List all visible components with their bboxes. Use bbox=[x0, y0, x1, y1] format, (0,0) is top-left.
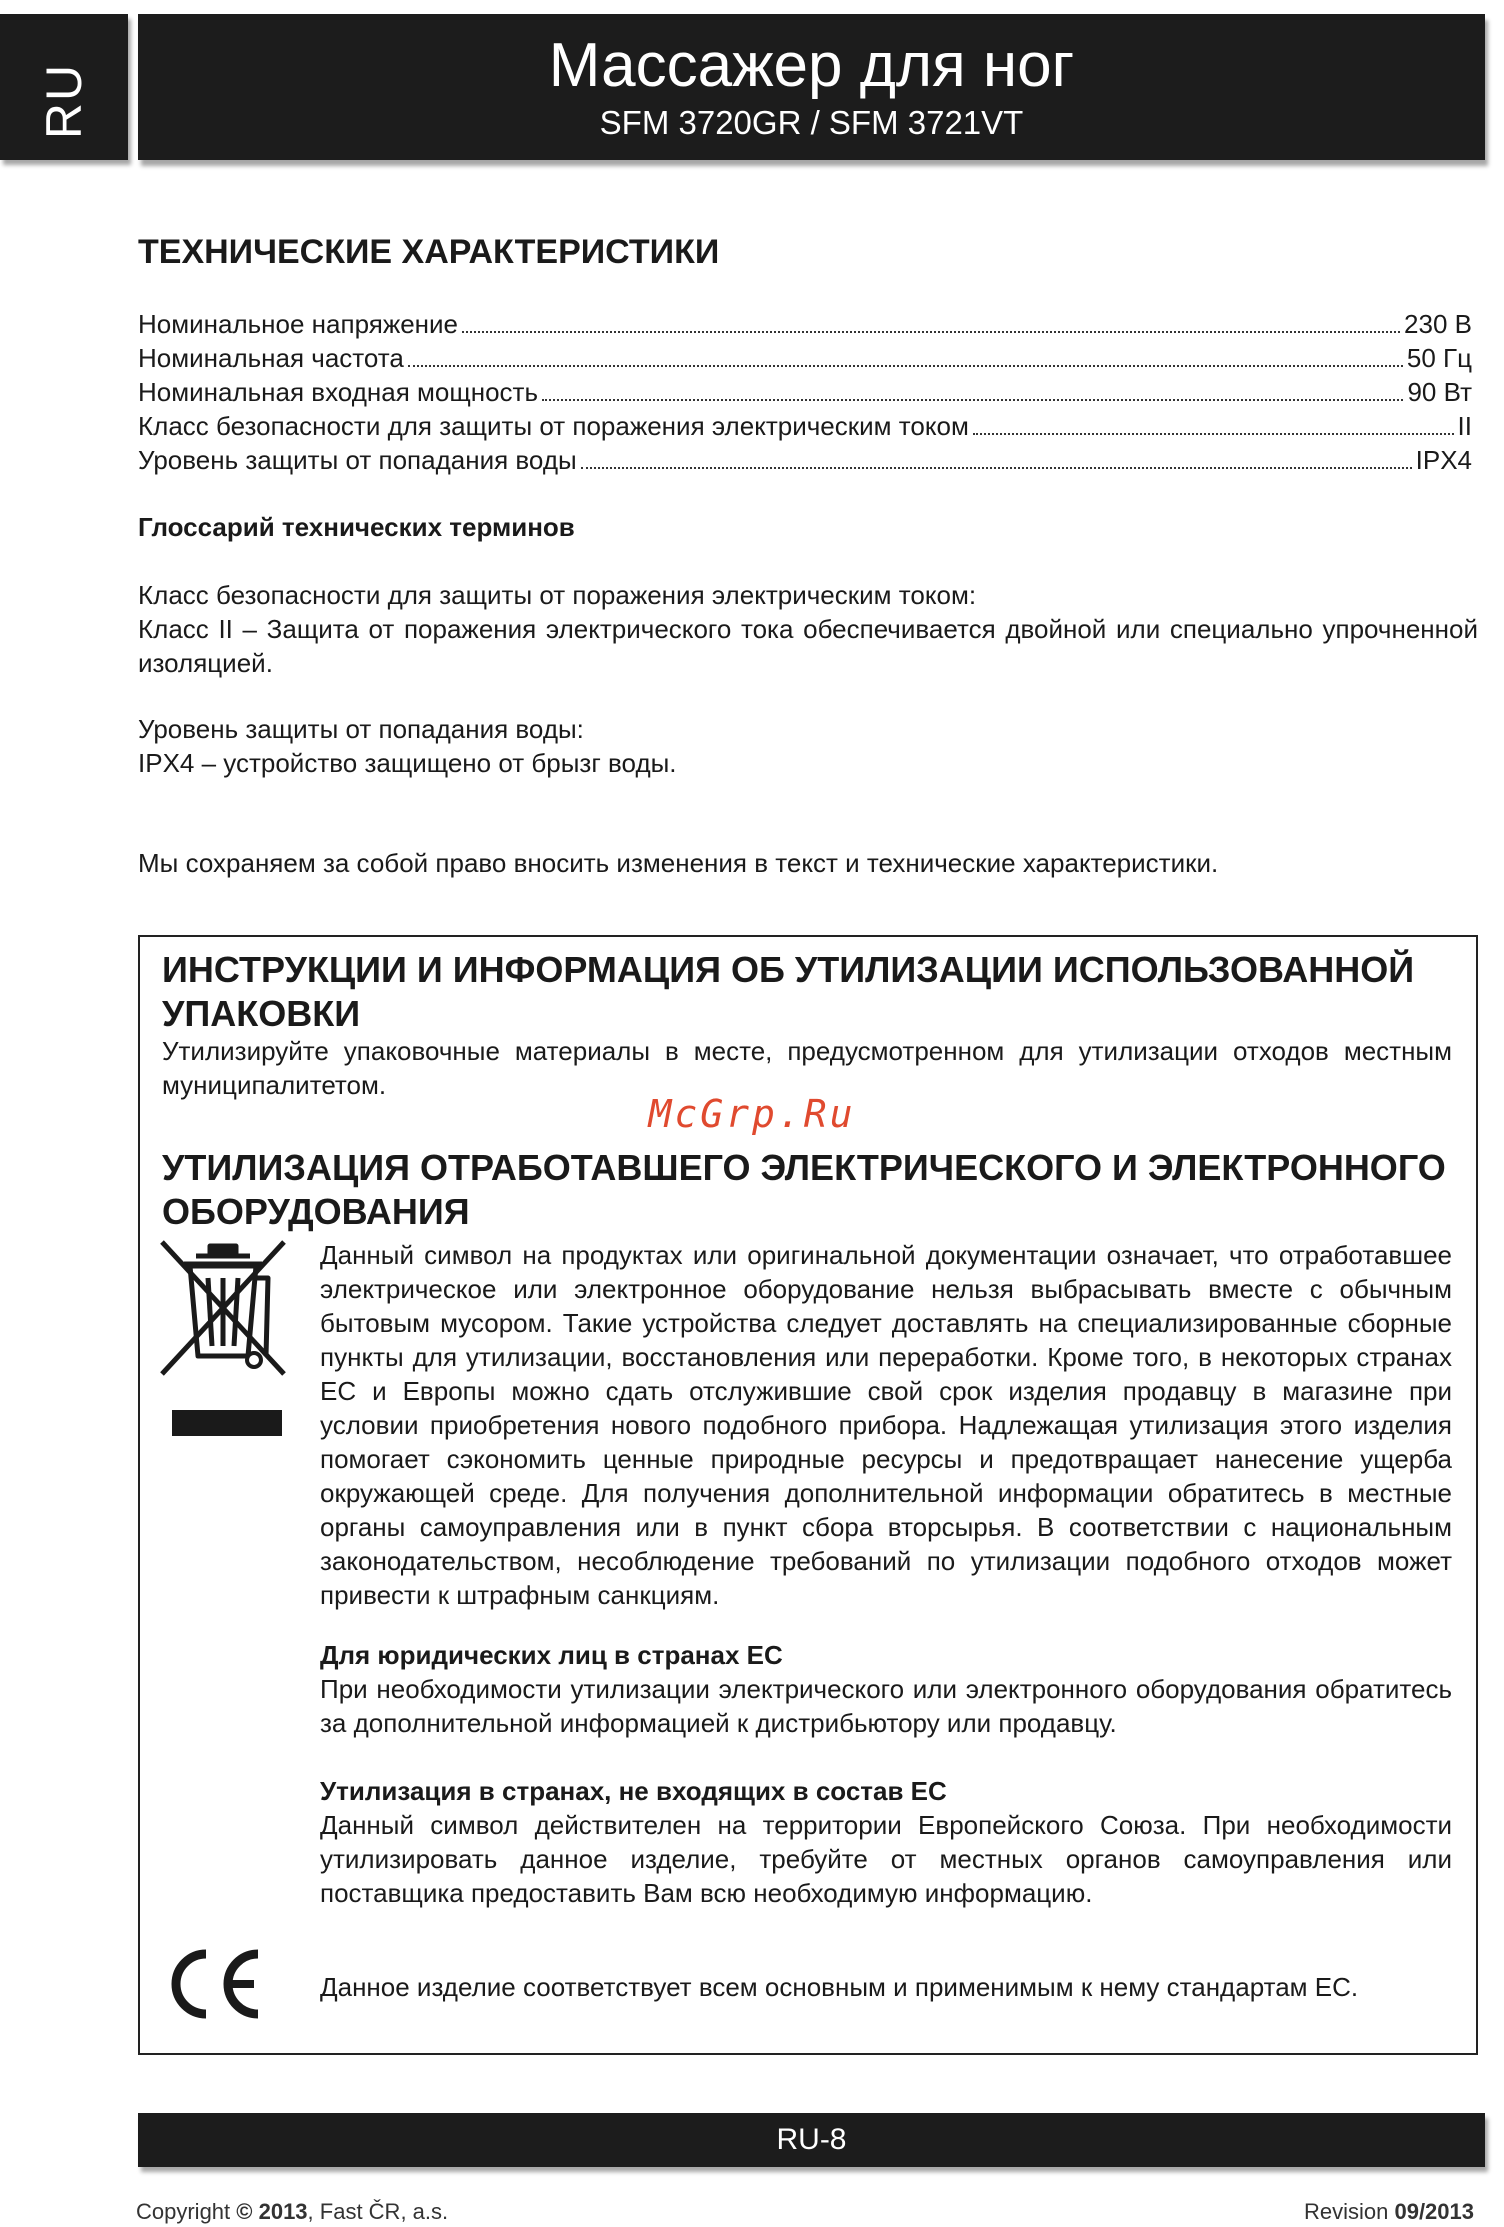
legal-entities-heading: Для юридических лиц в странах ЕС bbox=[320, 1640, 783, 1670]
non-eu-heading: Утилизация в странах, не входящих в состав ЕС bbox=[320, 1776, 947, 1806]
spec-value: 230 В bbox=[1404, 309, 1472, 339]
packaging-heading-line1: ИНСТРУКЦИИ И ИНФОРМАЦИЯ ОБ УТИЛИЗАЦИИ ИСПОЛЬЗОВАННОЙ bbox=[162, 949, 1415, 990]
watermark: McGrp.Ru bbox=[648, 1092, 856, 1136]
footer-bar bbox=[138, 2113, 1485, 2167]
spec-value: 50 Гц bbox=[1406, 343, 1472, 373]
ce-text: Данное изделие соответствует всем основным и применимым к нему стандартам ЕС. bbox=[320, 1972, 1359, 2002]
dotted-leader bbox=[973, 432, 1454, 435]
weee-heading-line2: ОБОРУДОВАНИЯ bbox=[162, 1191, 470, 1232]
packaging-heading-line2: УПАКОВКИ bbox=[162, 993, 361, 1034]
copyright-prefix: Copyright bbox=[136, 2199, 237, 2224]
weee-heading-line1: УТИЛИЗАЦИЯ ОТРАБОТАВШЕГО ЭЛЕКТРИЧЕСКОГО И ЭЛЕКТРОННОГО bbox=[162, 1147, 1446, 1188]
copyright-year: © 2013 bbox=[236, 2199, 308, 2224]
copyright-owner: , Fast ČR, a.s. bbox=[307, 2199, 449, 2224]
spec-row bbox=[138, 307, 1472, 341]
model-number: SFM 3720GR / SFM 3721VT bbox=[599, 104, 1024, 141]
spec-row bbox=[138, 341, 1472, 375]
title-bar bbox=[138, 14, 1485, 160]
packaging-text: Утилизируйте упаковочные материалы в месте, предусмотренном для утилизации отходов местным муниципалитетом. bbox=[162, 1036, 1452, 1100]
spec-label: Номинальное напряжение bbox=[138, 309, 459, 339]
spec-label: Номинальная входная мощность bbox=[138, 377, 538, 407]
dotted-leader bbox=[581, 466, 1412, 469]
legal-entities-text: При необходимости утилизации электрического или электронного оборудования обратитесь за дополнительной информацией к дистрибьютору или продавцу. bbox=[320, 1674, 1452, 1738]
glossary-heading: Глоссарий технических терминов bbox=[138, 512, 575, 542]
spec-label: Уровень защиты от попадания воды bbox=[138, 445, 577, 475]
copyright bbox=[136, 2199, 448, 2225]
page-number: RU-8 bbox=[776, 2123, 847, 2156]
spec-label: Класс безопасности для защиты от поражения электрическим током bbox=[138, 411, 969, 441]
dotted-leader bbox=[408, 364, 1403, 367]
spec-value: IPX4 bbox=[1415, 445, 1472, 475]
spec-value: II bbox=[1457, 411, 1472, 441]
language-tab bbox=[0, 14, 128, 160]
weee-text: Данный символ на продуктах или оригинальной документации означает, что отработавшее электрическое или электронное оборудование нельзя выбрасывать вместе с обычным бытовым мусором. Такие устройства следует доставлять на специализированные сборные пункты для утилизации, восстановления или переработки. Кроме того, в некоторых странах ЕС и Европы можно сдать отслужившие свой срок изделия продавцу в магазине при условии приобретения нового подобного прибора. Надлежащая утилизация этого изделия помогает сэкономить ценные природные ресурсы и предотвращает нанесение ущерба окружающей среде. Для получения дополнительной информации обратитесь в местные органы самоуправления или в пункт сбора вторсырья. В соответствии с национальным законодательством, несоблюдение требований по утилизации подобного отходов может привести к штрафным санкциям. bbox=[320, 1240, 1452, 1610]
specs-heading: ТЕХНИЧЕСКИЕ ХАРАКТЕРИСТИКИ bbox=[138, 233, 720, 271]
spec-row bbox=[138, 409, 1472, 443]
changes-notice: Мы сохраняем за собой право вносить изменения в текст и технические характеристики. bbox=[138, 848, 1219, 878]
revision-label: Revision bbox=[1303, 2199, 1395, 2224]
page-title: Массажер для ног bbox=[548, 31, 1075, 100]
dotted-leader bbox=[462, 330, 1400, 333]
spec-row bbox=[138, 443, 1472, 477]
spec-row bbox=[138, 375, 1472, 409]
glossary-water-title: Уровень защиты от попадания воды: bbox=[138, 714, 584, 744]
non-eu-text: Данный символ действителен на территории Европейского Союза. При необходимости утилизировать данное изделие, требуйте от местных органов самоуправления или поставщика предоставить Вам всю необходимую информацию. bbox=[320, 1810, 1452, 1908]
spec-label: Номинальная частота bbox=[138, 343, 404, 373]
ce-mark-icon bbox=[162, 1946, 266, 2022]
language-label: RU bbox=[36, 62, 92, 140]
glossary-water-text: IPX4 – устройство защищено от брызг воды. bbox=[138, 748, 677, 778]
glossary-class-title: Класс безопасности для защиты от поражения электрическим током: bbox=[138, 580, 977, 610]
glossary-class-text: Класс II – Защита от поражения электрического тока обеспечивается двойной или специально упрочненной изоляцией. bbox=[138, 614, 1478, 678]
dotted-leader bbox=[542, 398, 1403, 401]
revision-value: 09/2013 bbox=[1394, 2199, 1474, 2224]
weee-bin-icon bbox=[158, 1238, 288, 1438]
spec-value: 90 Вт bbox=[1407, 377, 1472, 407]
revision bbox=[1304, 2199, 1474, 2225]
